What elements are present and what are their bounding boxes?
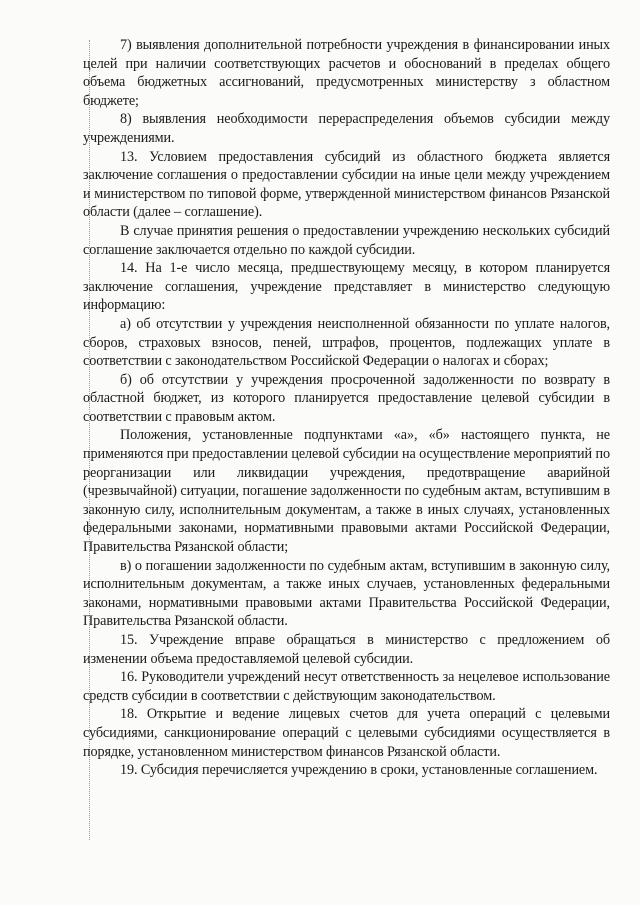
paragraph-18: 18. Открытие и ведение лицевых счетов для учета операций с целевыми субсидиями, санкционирование операций с целевыми субсидиями осуществляется в порядке, установленном министерством финансов Рязанской области. [83,706,610,760]
paragraph-item-8: 8) выявления необходимости перераспределения объемов субсидии между учреждениями. [83,111,610,146]
paragraph-15: 15. Учреждение вправе обращаться в министерство с предложением об изменении объема предоставляемой целевой субсидии. [83,632,610,667]
paragraph-14-v: в) о погашении задолженности по судебным актам, вступившим в законную силу, исполнительным документам, а также иных случаев, установленных федеральными законами, нормативными правовыми актами Правительства Российской Федерации, Правительства Рязанской области. [83,557,610,630]
paragraph-provisions: Положения, установленные подпунктами «а», «б» настоящего пункта, не применяются при предоставлении целевой субсидии на осуществление мероприятий по реорганизации или ликвидации учреждения, предотвращение аварийной (чрезвычайной) ситуации, погашение задолженности по судебным актам, вступившим в законную силу, исполнительным документам, а также в иных случаях, установленных федеральными законами, нормативными правовыми актами Российской Федерации, Правительства Рязанской области; [83,427,610,556]
document-page [83,36,610,780]
paragraph-16: 16. Руководители учреждений несут ответственность за нецелевое использование средств субсидии в соответствии с действующим законодательством. [83,669,610,704]
paragraph-13: 13. Условием предоставления субсидий из областного бюджета является заключение соглашения о предоставлении субсидии на иные цели между учреждением и министерством по типовой форме, утвержденной министерством финансов Рязанской области (далее – соглашение). [83,148,610,221]
paragraph-14: 14. На 1-е число месяца, предшествующему месяцу, в котором планируется заключение соглашения, учреждение представляет в министерство следующую информацию: [83,260,610,314]
paragraph-19: 19. Субсидия перечисляется учреждению в сроки, установленные соглашением. [120,762,598,779]
paragraph-14-b: б) об отсутствии у учреждения просроченной задолженности по возврату в областной бюджет, из которого планируется предоставление целевой субсидии в соответствии с правовым актом. [83,371,610,425]
paragraph-14-a: а) об отсутствии у учреждения неисполненной обязанности по уплате налогов, сборов, страховых взносов, пеней, штрафов, процентов, подлежащих уплате в соответствии с законодательством Российской Федерации о налогах и сборах; [83,315,610,370]
paragraph-multiple-subsidies: В случае принятия решения о предоставлении учреждению нескольких субсидий соглашение заключается отдельно по каждой субсидии. [83,222,610,258]
paragraph-item-7: 7) выявления дополнительной потребности учреждения в финансировании иных целей при наличии соответствующих расчетов и обоснований в пределах общего объема бюджетных ассигнований, предусмотренных министерству з областном бюджете; [83,37,610,109]
